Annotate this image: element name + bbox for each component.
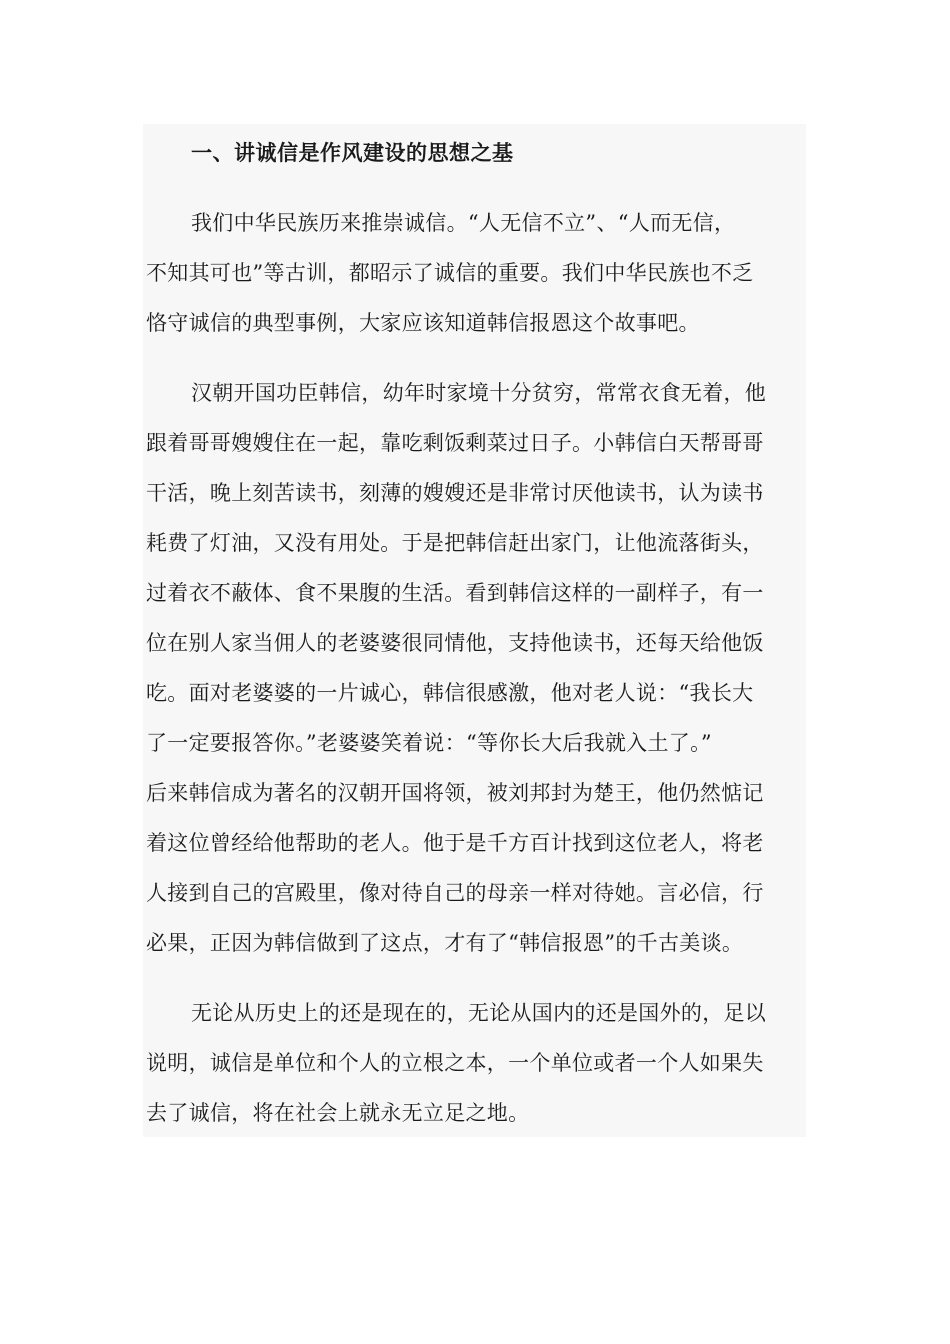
paragraph-1-line-3: 恪守诚信的典型事例，大家应该知道韩信报恩这个故事吧。 (146, 311, 700, 335)
paragraph-2-line-2: 跟着哥哥嫂嫂住在一起，靠吃剩饭剩菜过日子。小韩信白天帮哥哥 (146, 431, 764, 455)
paragraph-2-line-7: 吃。面对老婆婆的一片诚心，韩信很感激，他对老人说：“我长大 (146, 681, 754, 705)
paragraph-3-line-2: 说明，诚信是单位和个人的立根之本，一个单位或者一个人如果失 (146, 1051, 764, 1075)
paragraph-1-line-1: 我们中华民族历来推崇诚信。“人无信不立”、“人而无信， (191, 211, 736, 235)
paragraph-2-line-5: 过着衣不蔽体、食不果腹的生活。看到韩信这样的一副样子，有一 (146, 581, 764, 605)
paragraph-2-line-10: 着这位曾经给他帮助的老人。他于是千方百计找到这位老人，将老 (146, 831, 764, 855)
paragraph-2-line-11: 人接到自己的宫殿里，像对待自己的母亲一样对待她。言必信，行 (146, 881, 764, 905)
paragraph-2-line-6: 位在别人家当佣人的老婆婆很同情他，支持他读书，还每天给他饭 (146, 631, 764, 655)
paragraph-2-line-1: 汉朝开国功臣韩信，幼年时家境十分贫穷，常常衣食无着，他 (191, 381, 767, 405)
paragraph-3-line-3: 去了诚信，将在社会上就永无立足之地。 (146, 1101, 530, 1125)
paragraph-2-line-9: 后来韩信成为著名的汉朝开国将领，被刘邦封为楚王，他仍然惦记 (146, 781, 764, 805)
paragraph-2-line-8: 了一定要报答你。”老婆婆笑着说：“等你长大后我就入土了。” (146, 731, 712, 755)
paragraph-2-line-3: 干活，晚上刻苦读书，刻薄的嫂嫂还是非常讨厌他读书，认为读书 (146, 481, 764, 505)
paragraph-2-line-12: 必果，正因为韩信做到了这点，才有了“韩信报恩”的千古美谈。 (146, 931, 744, 955)
paragraph-2-line-4: 耗费了灯油，又没有用处。于是把韩信赶出家门，让他流落街头， (146, 531, 764, 555)
paragraph-3-line-1: 无论从历史上的还是现在的，无论从国内的还是国外的，足以 (191, 1001, 767, 1025)
paragraph-1-line-2: 不知其可也”等古训，都昭示了诚信的重要。我们中华民族也不乏 (146, 261, 754, 285)
section-heading: 一、讲诚信是作风建设的思想之基 (191, 140, 514, 165)
article-body (143, 124, 806, 1137)
